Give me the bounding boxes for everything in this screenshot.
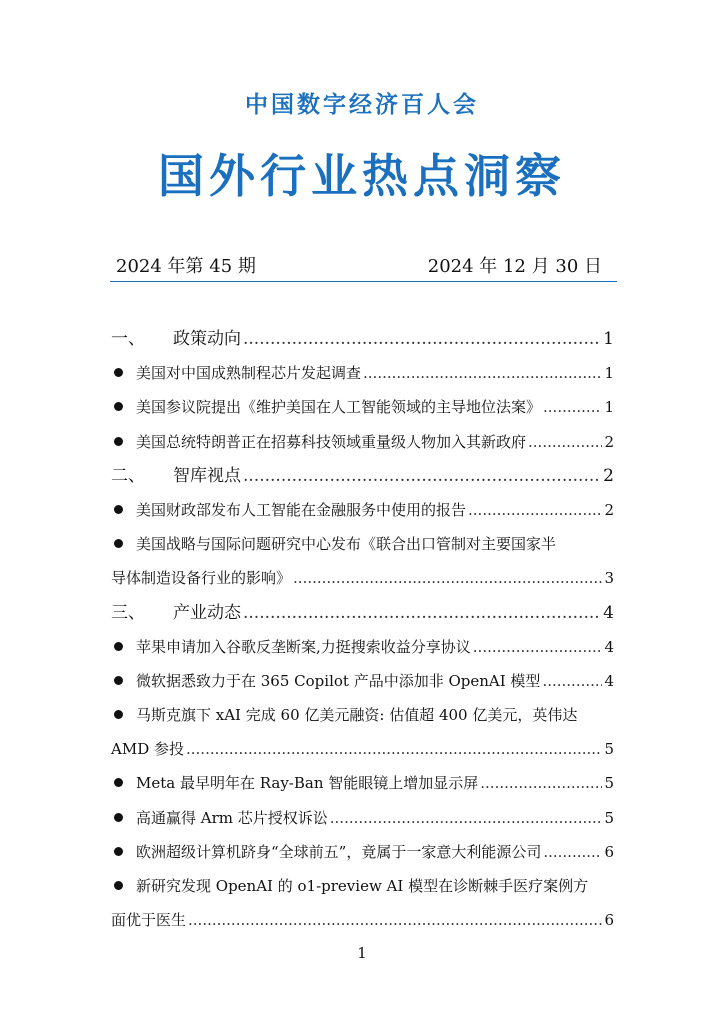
toc-item-text-cont: AMD 参投 [111, 740, 184, 759]
leader-dots [330, 801, 603, 835]
toc-section-2[interactable] [111, 459, 614, 493]
leader-dots [480, 766, 602, 800]
page-ref: 1 [604, 364, 614, 383]
table-of-contents [111, 322, 614, 937]
page-ref: 1 [604, 398, 614, 417]
toc-item[interactable] [111, 664, 614, 698]
page-ref: 4 [604, 671, 614, 690]
page-ref: 6 [604, 842, 614, 861]
leader-dots [542, 664, 602, 698]
toc-item-text: 美国参议院提出《维护美国在人工智能领域的主导地位法案》 [136, 398, 542, 417]
toc-section-3[interactable] [111, 596, 614, 630]
leader-dots [243, 459, 601, 493]
section-number: 一、 [111, 329, 145, 349]
leader-dots [468, 493, 602, 527]
section-number: 三、 [111, 602, 145, 623]
toc-item[interactable] [111, 835, 614, 869]
toc-item-text: 欧洲超级计算机跻身“全球前五”，竟属于一家意大利能源公司 [136, 842, 542, 861]
toc-item-text: 马斯克旗下 xAI 完成 60 亿美元融资: 估值超 400 亿美元，英伟达 [136, 706, 578, 725]
leader-dots [528, 425, 602, 459]
toc-item-text: 美国总统特朗普正在招募科技领域重量级人物加入其新政府 [136, 432, 527, 451]
toc-item[interactable] [111, 869, 614, 903]
toc-item[interactable] [111, 630, 614, 664]
toc-item[interactable] [111, 356, 614, 390]
page-ref: 5 [604, 740, 614, 759]
header-divider [110, 281, 617, 282]
section-title: 产业动态 [173, 602, 241, 623]
page-ref: 1 [603, 329, 614, 349]
toc-item-continuation[interactable] [111, 561, 614, 595]
page-ref: 6 [604, 911, 614, 930]
toc-item-text: Meta 最早明年在 Ray-Ban 智能眼镜上增加显示屏 [136, 774, 479, 793]
page-ref: 2 [604, 500, 614, 519]
leader-dots [188, 903, 602, 937]
page-ref: 5 [604, 774, 614, 793]
section-title: 政策动向 [173, 329, 241, 349]
toc-item-text: 美国对中国成熟制程芯片发起调查 [136, 364, 362, 383]
section-title: 智库视点 [173, 465, 241, 486]
section-number: 二、 [111, 465, 145, 486]
bullet-icon [114, 368, 123, 377]
leader-dots [243, 596, 601, 630]
leader-dots [243, 322, 601, 356]
toc-item[interactable] [111, 527, 614, 561]
page-ref: 4 [604, 637, 614, 656]
toc-item-text: 高通赢得 Arm 芯片授权诉讼 [136, 808, 328, 827]
report-title: 国外行业热点洞察 [158, 149, 566, 203]
leader-dots [293, 561, 602, 595]
bullet-icon [114, 881, 123, 890]
bullet-icon [114, 710, 123, 719]
page-ref: 5 [604, 808, 614, 827]
toc-item[interactable] [111, 425, 614, 459]
toc-item-text: 美国财政部发布人工智能在金融服务中使用的报告 [136, 500, 467, 519]
toc-item-text-cont: 导体制造设备行业的影响》 [111, 569, 292, 588]
leader-dots [363, 356, 602, 390]
bullet-icon [114, 778, 123, 787]
toc-item-text: 新研究发现 OpenAI 的 o1-preview AI 模型在诊断棘手医疗案例方 [136, 877, 589, 895]
bullet-icon [114, 539, 123, 548]
leader-dots [186, 732, 602, 766]
toc-item-text: 美国战略与国际问题研究中心发布《联合出口管制对主要国家半 [136, 535, 557, 554]
bullet-icon [114, 847, 123, 856]
toc-item[interactable] [111, 766, 614, 800]
leader-dots [543, 835, 602, 869]
toc-item[interactable] [111, 493, 614, 527]
leader-dots [473, 630, 603, 664]
toc-item-text: 苹果申请加入谷歌反垄断案,力挺搜索收益分享协议 [136, 637, 471, 656]
toc-section-1[interactable] [111, 322, 614, 356]
page-ref: 2 [603, 465, 614, 486]
bullet-icon [114, 676, 123, 685]
page-ref: 2 [604, 432, 614, 451]
toc-item-continuation[interactable] [111, 732, 614, 766]
bullet-icon [114, 437, 123, 446]
bullet-icon [114, 813, 123, 822]
toc-item[interactable] [111, 390, 614, 424]
bullet-icon [114, 505, 123, 514]
issue-date: 2024 年 12 月 30 日 [427, 256, 602, 277]
leader-dots [543, 390, 602, 424]
page-number: 1 [357, 944, 367, 962]
page-ref: 3 [604, 569, 614, 588]
issue-row [116, 252, 602, 278]
page-ref: 4 [603, 602, 614, 623]
org-name: 中国数字经济百人会 [245, 92, 479, 118]
bullet-icon [114, 642, 123, 651]
issue-number: 2024 年第 45 期 [116, 256, 256, 277]
bullet-icon [114, 402, 123, 411]
toc-item[interactable] [111, 698, 614, 732]
toc-item[interactable] [111, 801, 614, 835]
toc-item-text-cont: 面优于医生 [111, 911, 187, 930]
toc-item-continuation[interactable] [111, 903, 614, 937]
toc-item-text: 微软据悉致力于在 365 Copilot 产品中添加非 OpenAI 模型 [136, 671, 541, 690]
